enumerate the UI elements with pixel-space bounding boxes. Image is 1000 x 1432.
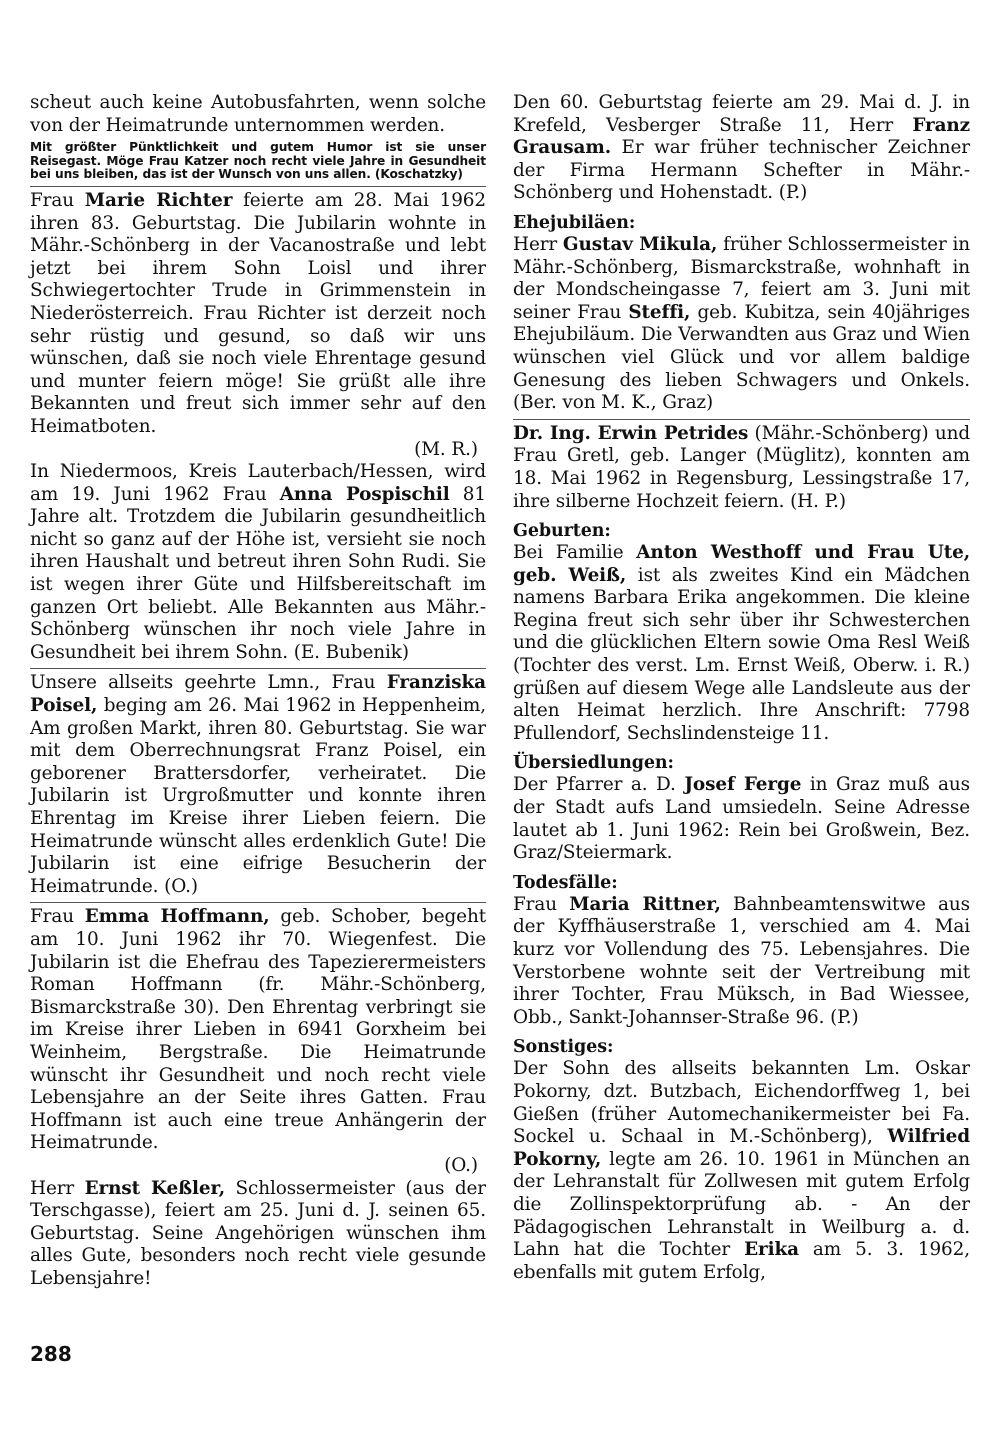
text-run: (Mähr.-Schönberg) und Frau Gretl, geb. Langer (Müglitz), konnten am 18. Mai 1962 in Regensburg, Lessingstraße 17, ihre silberne Hochzeit feiern. (H. P.) (513, 422, 971, 512)
name-franziska-poisel: Franziska Poisel, (30, 672, 486, 717)
signature-mr: (M. R.) (414, 438, 478, 460)
text-run: In Niedermoos, Kreis Lauterbach/Hessen, wird am 19. Juni 1962 Frau (30, 461, 486, 505)
heading-ehejubilaeen: Ehejubiläen: (513, 212, 636, 233)
left-column (30, 92, 486, 1290)
divider (30, 186, 486, 187)
paragraph-bus-trips: scheut auch keine Autobusfahrten, wenn solche von der Heimatrunde unternommen werden. (30, 92, 486, 136)
text-run: Frau (30, 189, 85, 211)
name-steffi: Steffi, (628, 301, 691, 323)
text-run: geb. Kubitza, sein 40jähriges Ehejubiläum. Die Verwandten aus Graz und Wien wünschen viel Glück und vor allem baldige Genesung des lieben Schwagers und Onkels. (Ber. von M. K., Graz) (513, 301, 971, 414)
text-run: Den 60. Geburtstag feierte am 29. Mai d. J. in Krefeld, Vesberger Straße 11, Herr (513, 92, 970, 136)
name-maria-rittner: Maria Rittner, (569, 893, 721, 915)
text-run: legte am 26. 10. 1961 in München an der Lehranstalt für Zollwesen mit gutem Erfolg die Zollinspektorprüfung ab. - An der Pädagogischen Lehranstalt in Weilburg a. d. Lahn hat die Tochter (513, 1148, 970, 1261)
paragraph-gustav-mikula (513, 234, 970, 415)
signature-o: (O.) (444, 1154, 478, 1176)
text-run: Unsere allseits geehrte Lmn., Frau (30, 672, 387, 694)
text-run: Er war früher technischer Zeichner der Firma Hermann Schefter in Mähr.-Schönberg und Hohenstadt. (P.) (513, 137, 970, 204)
right-column (513, 92, 970, 1284)
text-run: ist als zweites Kind ein Mädchen namens Barbara Erika angekommen. Die kleine Regina freut sich sehr über ihr Schwesterchen und die glücklichen Eltern sowie Oma Resl Weiß (Tochter des verst. Lm. Ernst Weiß, Oberw. i. R.) grüßen auf diesem Wege alle Landsleute aus der alten Heimat herzlich. Ihre Anschrift: 7798 Pfullendorf, Sechslindensteige 11. (513, 564, 970, 744)
text-run: geb. Schober, begeht am 10. Juni 1962 ihr 70. Wiegenfest. Die Jubilarin ist die Ehefrau des Tapezierermeisters Roman Hoffmann (fr. Mähr.-Schönberg, Bismarckstraße 30). Den Ehrentag verbringt sie im Kreise ihrer Lieben in 6941 Gorxheim bei Weinheim, Bergstraße. Die Heimatrunde wünscht ihr Gesundheit und noch recht viele Lebensjahre an der Seite ihres Gatten. Frau Hoffmann ist auch eine treue Anhängerin der Heimatrunde. (30, 906, 486, 1154)
name-franz-grausam: Franz Grausam. (513, 114, 970, 159)
name-anna-pospischil: Anna Pospischil (279, 483, 450, 505)
paragraph-franziska-poisel (30, 672, 486, 898)
paragraph-ernst-kessler (30, 1178, 486, 1291)
text-run: feierte am 28. Mai 1962 ihren 83. Geburtstag. Die Jubilarin wohnte in Mähr.-Schönberg in der Vacanostraße und lebt jetzt bei ihrem Sohn Loisl und ihrer Schwiegertochter Trude in Grimmenstein in Niederösterreich. Frau Richter ist derzeit noch sehr rüstig und gesund, so daß wir uns wünschen, daß sie noch viele Ehrentage gesund und munter feiern möge! Sie grüßt alle ihre Bekannten und freut sich immer sehr auf den Heimatboten. (30, 189, 487, 437)
paragraph-westhoff (513, 542, 970, 745)
heading-sonstiges: Sonstiges: (513, 1037, 614, 1058)
heading-geburten: Geburten: (513, 521, 611, 542)
text-run: Bahnbeamtenswitwe aus der Kyffhäuserstraße 1, verschied am 4. Mai kurz vor Vollendung des 75. Lebensjahres. Die Verstorbene wohnte seit der Vertreibung mit ihrer Tochter, Frau Müksch, in Bad Wiessee, Obb., Sankt-Johannser-Straße 96. (P.) (513, 893, 970, 1028)
text-run: Frau (513, 893, 570, 915)
paragraph-marie-richter (30, 190, 486, 439)
page-number: 288 (30, 1342, 72, 1366)
text-run: beging am 26. Mai 1962 in Heppenheim, Am großen Markt, ihren 80. Geburtstag. Sie war mit dem Oberrechnungsrat Franz Poisel, ein geborener Brattersdorfer, verheiratet. Die Jubilarin ist Urgroßmutter und konnte ihren Ehrentag im Kreise ihrer Lieben feiern. Die Heimatrunde wünscht alles erdenklich Gute! Die Jubilarin ist eine eifrige Besucherin der Heimatrunde. (O.) (30, 695, 486, 897)
paragraph-maria-rittner (513, 894, 970, 1030)
name-josef-ferge: Josef Ferge (684, 774, 802, 796)
name-erika: Erika (744, 1239, 799, 1261)
text-run: am 5. 3. 1962, ebenfalls mit gutem Erfolg, (513, 1239, 970, 1283)
note-katzer: Mit größter Pünktlichkeit und gutem Humor ist sie unser Reisegast. Möge Frau Katzer noch recht viele Jahre in Gesundheit bei uns bleiben, das ist der Wunsch von uns allen. (Koschatzky) (30, 140, 486, 182)
name-emma-hoffmann: Emma Hoffmann, (84, 906, 270, 928)
text-run: Herr (513, 233, 563, 255)
text-run: Herr (30, 1177, 85, 1199)
paragraph-emma-hoffmann (30, 906, 486, 1155)
text-run: Schlossermeister (aus der Terschgasse), feiert am 25. Juni d. J. seinen 65. Geburtstag. Seine Angehörigen wünschen ihm alles Gute, besonders noch recht viele gesunde Lebensjahre! (30, 1177, 486, 1289)
divider (30, 668, 486, 669)
name-wilfried-pokorny: Wilfried Pokorny, (513, 1126, 970, 1170)
paragraph-pokorny (513, 1058, 970, 1284)
name-marie-richter: Marie Richter (84, 189, 233, 211)
text-run: Der Sohn des allseits bekannten Lm. Oskar Pokorny, dzt. Butzbach, Eichendorffweg 1, bei Gießen (früher Automechanikermeister bei Fa. Sockel u. Schaal in M.-Schönberg), (513, 1058, 970, 1148)
text-run: Der Pfarrer a. D. (513, 774, 685, 796)
text-run: in Graz muß aus der Stadt aufs Land umsiedeln. Seine Adresse lautet ab 1. Juni 1962: Rein bei Großwein, Bez. Graz/Steiermark. (513, 774, 970, 864)
divider (30, 902, 486, 903)
text-run: früher Schlossermeister in Mähr.-Schönberg, Bismarckstraße, wohnhaft in der Mondscheingasse 7, feiert am 3. Juni mit seiner Frau (513, 233, 970, 323)
paragraph-franz-grausam (513, 92, 970, 205)
name-erwin-petrides: Dr. Ing. Erwin Petrides (513, 422, 749, 444)
text-run: Frau (30, 906, 85, 928)
name-westhoff: Anton Westhoff und Frau Ute, geb. Weiß, (513, 542, 970, 586)
paragraph-anna-pospischil (30, 461, 486, 664)
divider (513, 419, 970, 420)
text-run: Bei Familie (513, 542, 637, 564)
heading-todesfaelle: Todesfälle: (513, 872, 618, 893)
name-ernst-kessler: Ernst Keßler, (84, 1177, 226, 1199)
name-gustav-mikula: Gustav Mikula, (562, 233, 718, 255)
heading-uebersiedlungen: Übersiedlungen: (513, 753, 674, 774)
paragraph-josef-ferge (513, 774, 970, 864)
paragraph-erwin-petrides (513, 423, 970, 513)
text-run: 81 Jahre alt. Trotzdem die Jubilarin gesundheitlich nicht so ganz auf der Höhe ist, versieht sie noch ihren Haushalt und betreut ihren Sohn Rudi. Sie ist wegen ihrer Güte und Hilfsbereitschaft im ganzen Ort beliebt. Alle Bekannten aus Mähr.-Schönberg wünschen ihr noch viele Jahre in Gesundheit bei ihrem Sohn. (E. Bubenik) (30, 483, 486, 663)
